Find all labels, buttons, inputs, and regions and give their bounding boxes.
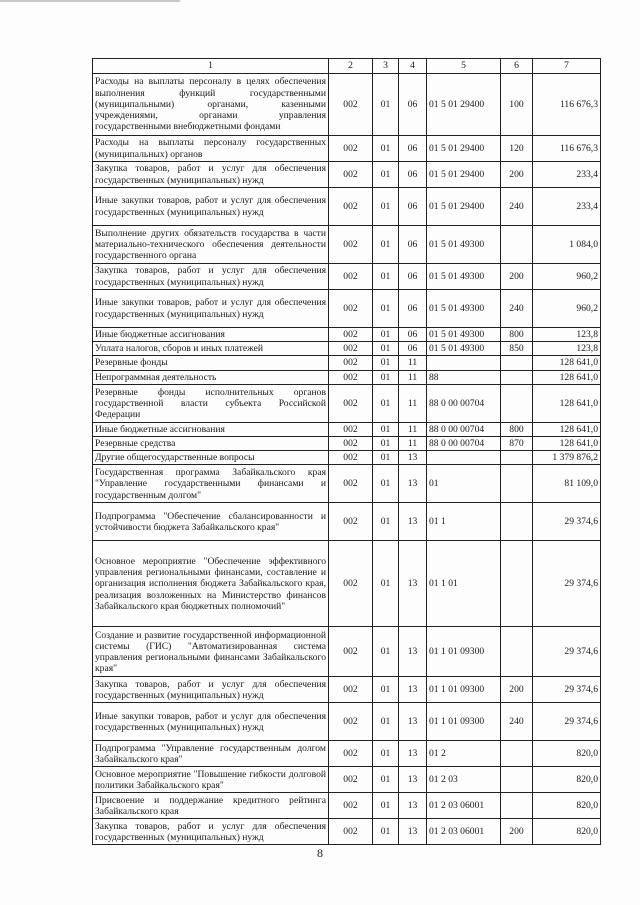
cell-section: 01 [373, 541, 399, 627]
header-col-3: 3 [373, 59, 399, 74]
cell-subsection: 11 [399, 422, 427, 436]
cell-amount: 29 374,6 [533, 703, 601, 741]
cell-section: 01 [373, 74, 399, 136]
cell-target-code [427, 356, 501, 370]
cell-expense-type: 200 [501, 677, 533, 703]
cell-amount: 128 641,0 [533, 356, 601, 370]
cell-subsection: 11 [399, 437, 427, 451]
cell-section: 01 [373, 741, 399, 767]
cell-target-code: 01 [427, 465, 501, 503]
cell-target-code: 01 2 03 [427, 767, 501, 793]
cell-target-code: 01 5 01 49300 [427, 226, 501, 264]
cell-target-code: 01 1 01 [427, 541, 501, 627]
cell-section: 01 [373, 188, 399, 226]
cell-amount: 960,2 [533, 264, 601, 290]
table-header [93, 59, 601, 74]
cell-expense-type [501, 627, 533, 677]
cell-target-code [427, 451, 501, 465]
cell-chapter: 002 [329, 503, 373, 541]
cell-target-code: 01 1 01 09300 [427, 703, 501, 741]
cell-chapter: 002 [329, 465, 373, 503]
table-row [93, 741, 601, 767]
cell-chapter: 002 [329, 162, 373, 188]
cell-expense-type: 200 [501, 264, 533, 290]
cell-name: Закупка товаров, работ и услуг для обеспечения государственных (муниципальных) нужд [93, 677, 329, 703]
cell-name: Присвоение и поддержание кредитного рейтинга Забайкальского края [93, 793, 329, 819]
table-row [93, 819, 601, 845]
cell-chapter: 002 [329, 328, 373, 342]
table-row [93, 503, 601, 541]
cell-amount: 29 374,6 [533, 503, 601, 541]
table-row [93, 677, 601, 703]
cell-amount: 29 374,6 [533, 627, 601, 677]
cell-subsection: 06 [399, 264, 427, 290]
cell-amount: 128 641,0 [533, 422, 601, 436]
cell-section: 01 [373, 370, 399, 384]
table-row [93, 136, 601, 162]
cell-expense-type: 240 [501, 703, 533, 741]
cell-section: 01 [373, 136, 399, 162]
cell-name: Иные бюджетные ассигнования [93, 328, 329, 342]
cell-chapter: 002 [329, 627, 373, 677]
cell-section: 01 [373, 793, 399, 819]
cell-target-code: 01 5 01 49300 [427, 328, 501, 342]
cell-target-code: 88 0 00 00704 [427, 384, 501, 422]
table-row [93, 162, 601, 188]
cell-section: 01 [373, 503, 399, 541]
cell-subsection: 06 [399, 342, 427, 356]
cell-expense-type [501, 503, 533, 541]
cell-amount: 1 379 876,2 [533, 451, 601, 465]
cell-amount: 820,0 [533, 793, 601, 819]
cell-target-code: 01 1 01 09300 [427, 677, 501, 703]
cell-expense-type [501, 384, 533, 422]
table-row [93, 422, 601, 436]
header-col-7: 7 [533, 59, 601, 74]
cell-chapter: 002 [329, 451, 373, 465]
cell-chapter: 002 [329, 356, 373, 370]
cell-name: Уплата налогов, сборов и иных платежей [93, 342, 329, 356]
cell-subsection: 13 [399, 451, 427, 465]
cell-name: Выполнение других обязательств государства в части материально-технического обеспечения деятельности государственного органа [93, 226, 329, 264]
cell-subsection: 13 [399, 703, 427, 741]
cell-chapter: 002 [329, 741, 373, 767]
cell-section: 01 [373, 384, 399, 422]
header-col-5: 5 [427, 59, 501, 74]
cell-chapter: 002 [329, 74, 373, 136]
cell-amount: 116 676,3 [533, 74, 601, 136]
cell-section: 01 [373, 264, 399, 290]
cell-chapter: 002 [329, 541, 373, 627]
cell-subsection: 06 [399, 162, 427, 188]
cell-amount: 1 084,0 [533, 226, 601, 264]
cell-amount: 128 641,0 [533, 384, 601, 422]
cell-chapter: 002 [329, 370, 373, 384]
cell-section: 01 [373, 290, 399, 328]
table-row [93, 226, 601, 264]
cell-subsection: 06 [399, 74, 427, 136]
cell-subsection: 06 [399, 188, 427, 226]
cell-target-code: 01 2 [427, 741, 501, 767]
cell-amount: 123,8 [533, 328, 601, 342]
cell-expense-type [501, 370, 533, 384]
cell-expense-type [501, 741, 533, 767]
cell-section: 01 [373, 437, 399, 451]
cell-subsection: 13 [399, 793, 427, 819]
cell-name: Подпрограмма "Обеспечение сбалансированности и устойчивости бюджета Забайкальского края" [93, 503, 329, 541]
cell-expense-type: 120 [501, 136, 533, 162]
cell-amount: 128 641,0 [533, 437, 601, 451]
cell-chapter: 002 [329, 188, 373, 226]
cell-name: Иные бюджетные ассигнования [93, 422, 329, 436]
table-row [93, 328, 601, 342]
cell-chapter: 002 [329, 703, 373, 741]
cell-subsection: 11 [399, 370, 427, 384]
header-col-4: 4 [399, 59, 427, 74]
cell-name: Резервные средства [93, 437, 329, 451]
cell-name: Расходы на выплаты персоналу государственных (муниципальных) органов [93, 136, 329, 162]
cell-section: 01 [373, 162, 399, 188]
cell-expense-type: 800 [501, 328, 533, 342]
cell-name: Резервные фонды исполнительных органов государственной власти субъекта Российской Федерации [93, 384, 329, 422]
cell-subsection: 13 [399, 503, 427, 541]
cell-chapter: 002 [329, 290, 373, 328]
cell-section: 01 [373, 465, 399, 503]
cell-subsection: 13 [399, 541, 427, 627]
cell-section: 01 [373, 422, 399, 436]
cell-amount: 233,4 [533, 162, 601, 188]
header-row [93, 59, 601, 74]
cell-subsection: 06 [399, 328, 427, 342]
cell-target-code: 88 [427, 370, 501, 384]
cell-amount: 81 109,0 [533, 465, 601, 503]
cell-chapter: 002 [329, 264, 373, 290]
table-body [93, 74, 601, 845]
cell-subsection: 06 [399, 290, 427, 328]
cell-amount: 116 676,3 [533, 136, 601, 162]
cell-amount: 820,0 [533, 819, 601, 845]
cell-name: Иные закупки товаров, работ и услуг для обеспечения государственных (муниципальных) нужд [93, 703, 329, 741]
cell-subsection: 13 [399, 677, 427, 703]
cell-section: 01 [373, 819, 399, 845]
cell-target-code: 01 1 01 09300 [427, 627, 501, 677]
cell-target-code: 01 5 01 29400 [427, 136, 501, 162]
cell-section: 01 [373, 356, 399, 370]
table-row [93, 451, 601, 465]
cell-name: Резервные фонды [93, 356, 329, 370]
cell-expense-type [501, 451, 533, 465]
cell-expense-type [501, 793, 533, 819]
table-row [93, 264, 601, 290]
table-row [93, 793, 601, 819]
cell-amount: 29 374,6 [533, 541, 601, 627]
cell-expense-type: 240 [501, 290, 533, 328]
cell-name: Государственная программа Забайкальского края "Управление государственными финансами и государственным долгом" [93, 465, 329, 503]
cell-section: 01 [373, 451, 399, 465]
header-col-1: 1 [93, 59, 329, 74]
cell-name: Основное мероприятие "Повышение гибкости долговой политики Забайкальского края" [93, 767, 329, 793]
table-row [93, 74, 601, 136]
table-row [93, 767, 601, 793]
cell-target-code: 01 2 03 06001 [427, 793, 501, 819]
cell-expense-type: 850 [501, 342, 533, 356]
budget-table [92, 58, 601, 845]
cell-chapter: 002 [329, 767, 373, 793]
cell-amount: 820,0 [533, 767, 601, 793]
cell-target-code: 01 5 01 29400 [427, 74, 501, 136]
cell-section: 01 [373, 767, 399, 793]
cell-subsection: 13 [399, 627, 427, 677]
cell-section: 01 [373, 328, 399, 342]
table-row [93, 465, 601, 503]
cell-amount: 29 374,6 [533, 677, 601, 703]
cell-expense-type: 200 [501, 162, 533, 188]
cell-target-code: 01 5 01 49300 [427, 290, 501, 328]
cell-subsection: 13 [399, 767, 427, 793]
cell-expense-type [501, 541, 533, 627]
cell-section: 01 [373, 627, 399, 677]
table-row [93, 627, 601, 677]
cell-section: 01 [373, 703, 399, 741]
cell-expense-type: 100 [501, 74, 533, 136]
cell-subsection: 13 [399, 741, 427, 767]
scan-edge-mark [0, 0, 180, 2]
cell-expense-type: 800 [501, 422, 533, 436]
cell-target-code: 01 1 [427, 503, 501, 541]
table-row [93, 370, 601, 384]
cell-name: Расходы на выплаты персоналу в целях обеспечения выполнения функций государственными (муниципальными) органами, казенными учреждениями, органами управления государственными внебюджетными фондами [93, 74, 329, 136]
table-row [93, 437, 601, 451]
cell-expense-type [501, 767, 533, 793]
cell-section: 01 [373, 677, 399, 703]
cell-subsection: 11 [399, 384, 427, 422]
cell-name: Закупка товаров, работ и услуг для обеспечения государственных (муниципальных) нужд [93, 819, 329, 845]
cell-amount: 123,8 [533, 342, 601, 356]
cell-target-code: 01 5 01 49300 [427, 342, 501, 356]
cell-section: 01 [373, 342, 399, 356]
table-row [93, 541, 601, 627]
cell-expense-type: 870 [501, 437, 533, 451]
cell-chapter: 002 [329, 793, 373, 819]
cell-amount: 960,2 [533, 290, 601, 328]
cell-amount: 233,4 [533, 188, 601, 226]
cell-target-code: 88 0 00 00704 [427, 422, 501, 436]
cell-amount: 820,0 [533, 741, 601, 767]
table-row [93, 703, 601, 741]
cell-chapter: 002 [329, 226, 373, 264]
cell-target-code: 01 5 01 49300 [427, 264, 501, 290]
cell-name: Иные закупки товаров, работ и услуг для обеспечения государственных (муниципальных) нужд [93, 290, 329, 328]
table-row [93, 290, 601, 328]
table-row [93, 188, 601, 226]
cell-target-code: 88 0 00 00704 [427, 437, 501, 451]
header-col-2: 2 [329, 59, 373, 74]
cell-chapter: 002 [329, 384, 373, 422]
table-row [93, 356, 601, 370]
cell-expense-type [501, 226, 533, 264]
cell-expense-type [501, 465, 533, 503]
cell-name: Иные закупки товаров, работ и услуг для обеспечения государственных (муниципальных) нужд [93, 188, 329, 226]
cell-chapter: 002 [329, 677, 373, 703]
cell-subsection: 13 [399, 819, 427, 845]
cell-name: Непрограммная деятельность [93, 370, 329, 384]
cell-name: Подпрограмма "Управление государственным долгом Забайкальского края" [93, 741, 329, 767]
cell-subsection: 06 [399, 136, 427, 162]
cell-name: Закупка товаров, работ и услуг для обеспечения государственных (муниципальных) нужд [93, 264, 329, 290]
cell-name: Создание и развитие государственной информационной системы (ГИС) "Автоматизированная система управления региональными финансами Забайкальского края" [93, 627, 329, 677]
cell-chapter: 002 [329, 819, 373, 845]
cell-target-code: 01 5 01 29400 [427, 162, 501, 188]
cell-chapter: 002 [329, 136, 373, 162]
cell-expense-type [501, 356, 533, 370]
cell-section: 01 [373, 226, 399, 264]
cell-expense-type: 240 [501, 188, 533, 226]
cell-name: Основное мероприятие "Обеспечение эффективного управления региональными финансами, составление и организация исполнения бюджета Забайкальского края, реализация возложенных на Министерство финансов Забайкальского края бюджетных полномочий" [93, 541, 329, 627]
cell-name: Другие общегосударственные вопросы [93, 451, 329, 465]
cell-target-code: 01 5 01 29400 [427, 188, 501, 226]
page-number: 8 [317, 846, 323, 860]
cell-expense-type: 200 [501, 819, 533, 845]
cell-chapter: 002 [329, 437, 373, 451]
cell-name: Закупка товаров, работ и услуг для обеспечения государственных (муниципальных) нужд [93, 162, 329, 188]
cell-target-code: 01 2 03 06001 [427, 819, 501, 845]
cell-chapter: 002 [329, 422, 373, 436]
header-col-6: 6 [501, 59, 533, 74]
table-row [93, 342, 601, 356]
cell-subsection: 13 [399, 465, 427, 503]
table-row [93, 384, 601, 422]
cell-subsection: 06 [399, 226, 427, 264]
cell-chapter: 002 [329, 342, 373, 356]
cell-subsection: 11 [399, 356, 427, 370]
cell-amount: 128 641,0 [533, 370, 601, 384]
